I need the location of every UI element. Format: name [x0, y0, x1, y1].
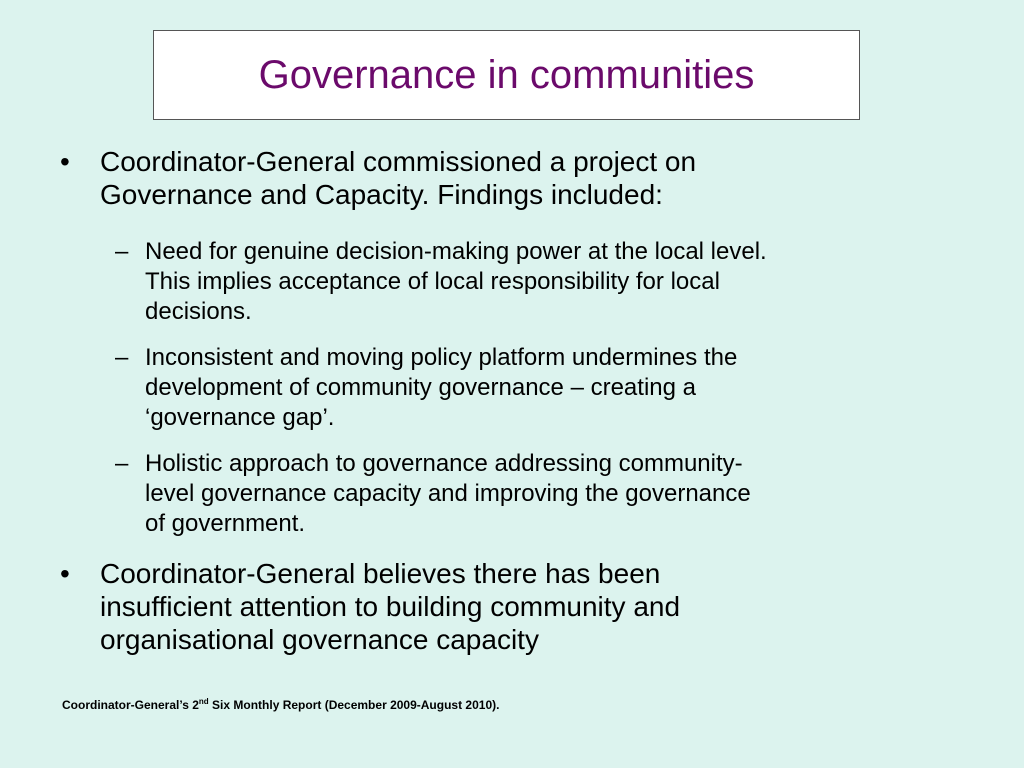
sub-bullet-2-line-2: development of community governance – creating a — [145, 374, 696, 401]
bullet-1-line-1: Coordinator-General commissioned a project on — [100, 146, 697, 177]
sub-bullet-2-line-3: ‘governance gap’. — [145, 404, 335, 431]
sub-bullet-1-line-1: Need for genuine decision-making power at the local level. — [145, 238, 767, 265]
bullet-2-line-3: organisational governance capacity — [100, 624, 539, 655]
bullet-1-line-2: Governance and Capacity. Findings included: — [100, 179, 663, 210]
sub-bullet-1-line-3: decisions. — [145, 298, 252, 325]
bullet-2 — [60, 557, 960, 659]
footer-citation — [62, 697, 499, 713]
dash-marker: – — [115, 344, 129, 371]
bullet-1 — [60, 145, 960, 215]
bullet-2-line-1: Coordinator-General believes there has been — [100, 558, 661, 589]
footer-superscript: nd — [198, 697, 209, 706]
sub-bullet-3-line-2: level governance capacity and improving the governance — [145, 480, 751, 507]
footer-text-after: Six Monthly Report (December 2009-August 2010). — [208, 698, 500, 712]
sub-bullet-3-line-1: Holistic approach to governance addressing community- — [145, 450, 743, 477]
bullet-marker: • — [60, 146, 70, 177]
footer-text-before: Coordinator-General’s 2 — [62, 698, 199, 712]
sub-bullet-1 — [115, 237, 995, 329]
dash-marker: – — [115, 450, 129, 477]
dash-marker: – — [115, 238, 129, 265]
sub-bullet-3 — [115, 449, 995, 541]
sub-bullet-2-line-1: Inconsistent and moving policy platform undermines the — [145, 344, 738, 371]
sub-bullet-3-line-3: of government. — [145, 510, 306, 537]
bullet-2-line-2: insufficient attention to building community and — [100, 591, 681, 622]
sub-bullet-1-line-2: This implies acceptance of local responsibility for local — [145, 268, 720, 295]
slide-title: Governance in communities — [258, 53, 755, 97]
bullet-marker: • — [60, 558, 70, 589]
sub-bullet-2 — [115, 343, 995, 435]
